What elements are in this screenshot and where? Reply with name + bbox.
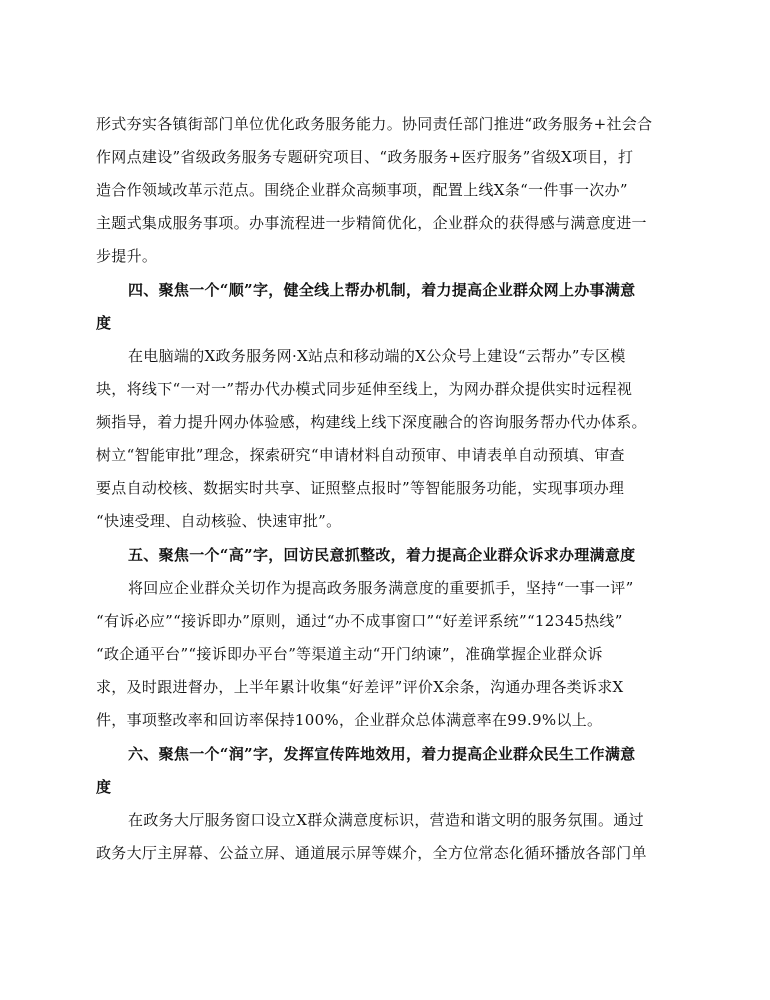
paragraph-line: 件，事项整改率和回访率保持100%，企业群众总体满意率在99.9%以上。 [96,711,603,729]
paragraph-line: 造合作领域改革示范点。围绕企业群众高频事项，配置上线X条“一件事一次办” [96,181,628,199]
paragraph-line: 作网点建设”省级政务服务专题研究项目、“政务服务+医疗服务”省级X项目，打 [96,148,634,166]
paragraph-line: 求，及时跟进督办，上半年累计收集“好差评”评价X余条，沟通办理各类诉求X [96,678,624,696]
section-heading-6: 六、聚焦一个“润”字，发挥宣传阵地效用，着力提高企业群众民生工作满意 [128,745,636,763]
paragraph-line: 块，将线下“一对一”帮办代办模式同步延伸至线上，为网办群众提供实时远程视 [96,380,633,398]
paragraph-line: 主题式集成服务事项。办事流程进一步精简优化，企业群众的获得感与满意度进一 [96,214,647,232]
section-heading-4-cont: 度 [96,314,112,332]
paragraph-line: 在电脑端的X政务服务网·X站点和移动端的X公众号上建设“云帮办”专区模 [128,347,626,365]
section-heading-4: 四、聚焦一个“顺”字，健全线上帮办机制，着力提高企业群众网上办事满意 [128,281,636,299]
paragraph-line: 频指导，着力提升网办体验感，构建线上线下深度融合的咨询服务帮办代办体系。 [96,413,647,431]
paragraph-line: 树立“智能审批”理念，探索研究“申请材料自动预审、申请表单自动预填、审查 [96,446,625,464]
paragraph-line: 在政务大厅服务窗口设立X群众满意度标识，营造和谐文明的服务氛围。通过 [128,811,644,829]
paragraph-line: 将回应企业群众关切作为提高政务服务满意度的重要抓手，坚持“一事一评” [128,579,634,597]
paragraph-line: “政企通平台”“接诉即办平台”等渠道主动“开门纳谏”，准确掌握企业群众诉 [96,645,603,663]
section-heading-5: 五、聚焦一个“高”字，回访民意抓整改，着力提高企业群众诉求办理满意度 [128,546,636,564]
paragraph-line: 要点自动校核、数据实时共享、证照整点报时”等智能服务功能，实现事项办理 [96,479,625,497]
paragraph-line: “有诉必应”“接诉即办”原则，通过“办不成事窗口”“好差评系统”“12345热线” [96,612,623,630]
section-heading-6-cont: 度 [96,778,112,796]
paragraph-line: 形式夯实各镇街部门单位优化政务服务能力。协同责任部门推进“政务服务+社会合 [96,115,653,133]
paragraph-line: 步提升。 [96,247,158,265]
paragraph-line: 政务大厅主屏幕、公益立屏、通道展示屏等媒介，全方位常态化循环播放各部门单 [96,844,647,862]
paragraph-line: “快速受理、自动核验、快速审批”。 [96,512,342,530]
